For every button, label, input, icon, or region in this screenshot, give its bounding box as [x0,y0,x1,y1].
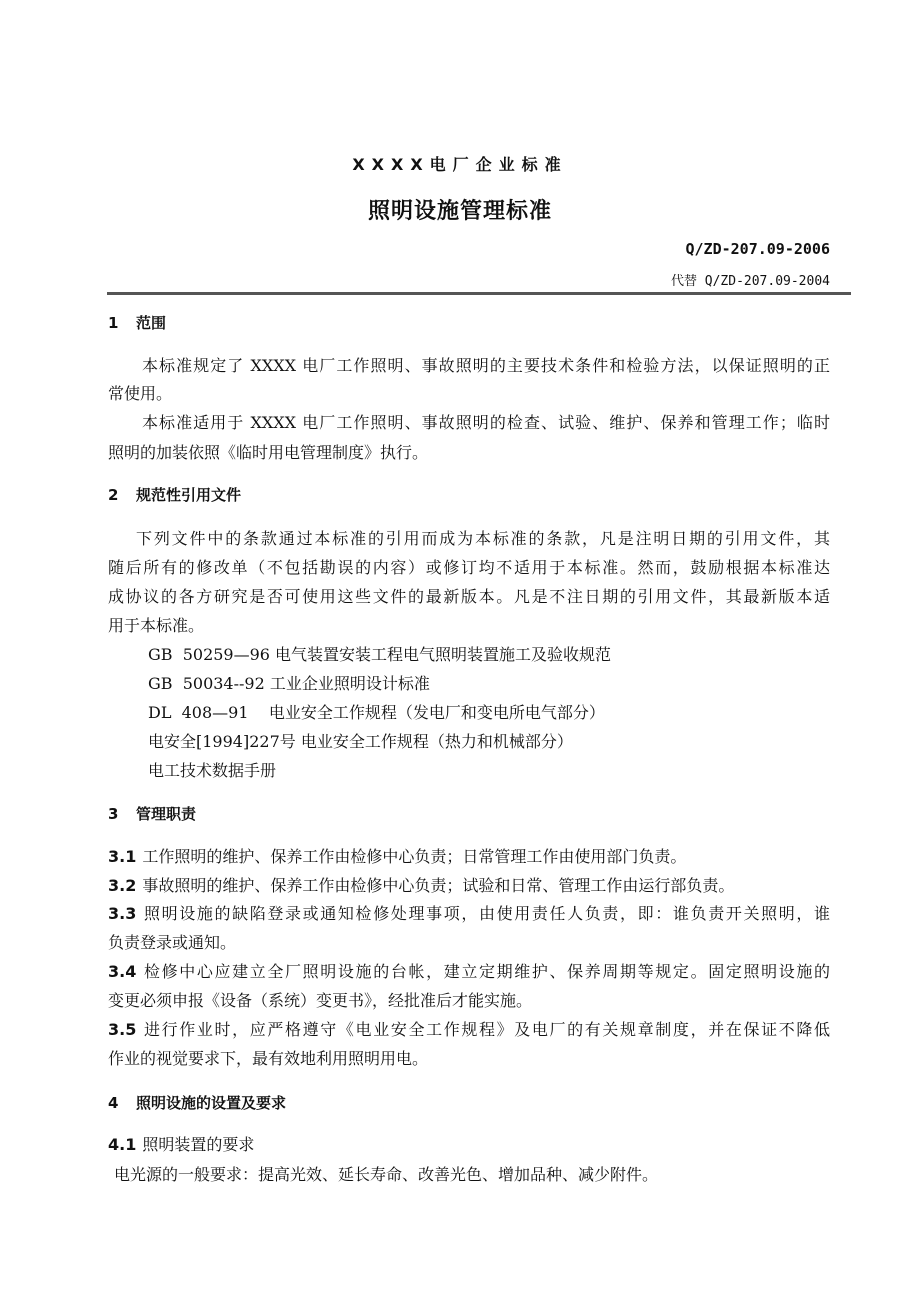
standard-code: Q/ZD-207.09-2006 [685,240,830,258]
paragraph-line: 成协议的各方研究是否可使用这些文件的最新版本。凡是不注日期的引用文件，其最新版本适 [108,587,830,606]
paragraph-line: 变更必须申报《设备（系统）变更书》，经批准后才能实施。 [108,991,533,1010]
paragraph-line: 用于本标准。 [108,616,205,635]
paragraph-line: 照明的加装依照《临时用电管理制度》执行。 [108,443,429,462]
org-title: XXXX电厂企业标准 [352,155,568,174]
clause-3-3: 3.3 照明设施的缺陷登录或通知检修处理事项，由使用责任人负责，即：谁负责开关照明，谁 [108,904,830,923]
reference-item: 电安全[1994]227号 电业安全工作规程（热力和机械部分） [148,732,573,751]
section-heading-3: 3 管理职责 [108,805,197,823]
clause-3-1: 3.1 工作照明的维护、保养工作由检修中心负责；日常管理工作由使用部门负责。 [108,847,687,866]
replaces-code: 代替 Q/ZD-207.09-2004 [670,274,830,289]
header-rule [107,292,851,295]
section-heading-4: 4 照明设施的设置及要求 [108,1094,287,1112]
reference-item: GB 50034--92 工业企业照明设计标准 [148,674,430,693]
paragraph-line: 常使用。 [108,384,173,403]
paragraph-line: 作业的视觉要求下，最有效地利用照明用电。 [108,1049,429,1068]
reference-item: DL 408—91 电业安全工作规程（发电厂和变电所电气部分） [148,703,605,722]
paragraph-line: 本标准规定了 XXXX 电厂工作照明、事故照明的主要技术条件和检验方法，以保证照明的正 [142,356,830,375]
paragraph-line: 电光源的一般要求：提高光效、延长寿命、改善光色、增加品种、减少附件。 [114,1165,659,1184]
clause-4-1: 4.1 照明装置的要求 [108,1135,255,1154]
clause-3-5: 3.5 进行作业时，应严格遵守《电业安全工作规程》及电厂的有关规章制度，并在保证不降低 [108,1020,830,1039]
paragraph-line: 负责登录或通知。 [108,933,237,952]
paragraph-line: 本标准适用于 XXXX 电厂工作照明、事故照明的检查、试验、维护、保养和管理工作；临时 [142,413,830,432]
clause-3-4: 3.4 检修中心应建立全厂照明设施的台帐，建立定期维护、保养周期等规定。固定照明设施的 [108,962,830,981]
paragraph-line: 下列文件中的条款通过本标准的引用而成为本标准的条款，凡是注明日期的引用文件，其 [136,529,830,548]
document-title: 照明设施管理标准 [367,199,552,224]
section-heading-2: 2 规范性引用文件 [108,486,242,504]
reference-item: 电工技术数据手册 [148,761,277,780]
clause-3-2: 3.2 事故照明的维护、保养工作由检修中心负责；试验和日常、管理工作由运行部负责。 [108,876,735,895]
reference-item: GB 50259—96 电气装置安装工程电气照明装置施工及验收规范 [148,645,612,664]
section-heading-1: 1 范围 [108,314,167,332]
paragraph-line: 随后所有的修改单（不包括勘误的内容）或修订均不适用于本标准。然而，鼓励根据本标准达 [108,558,830,577]
